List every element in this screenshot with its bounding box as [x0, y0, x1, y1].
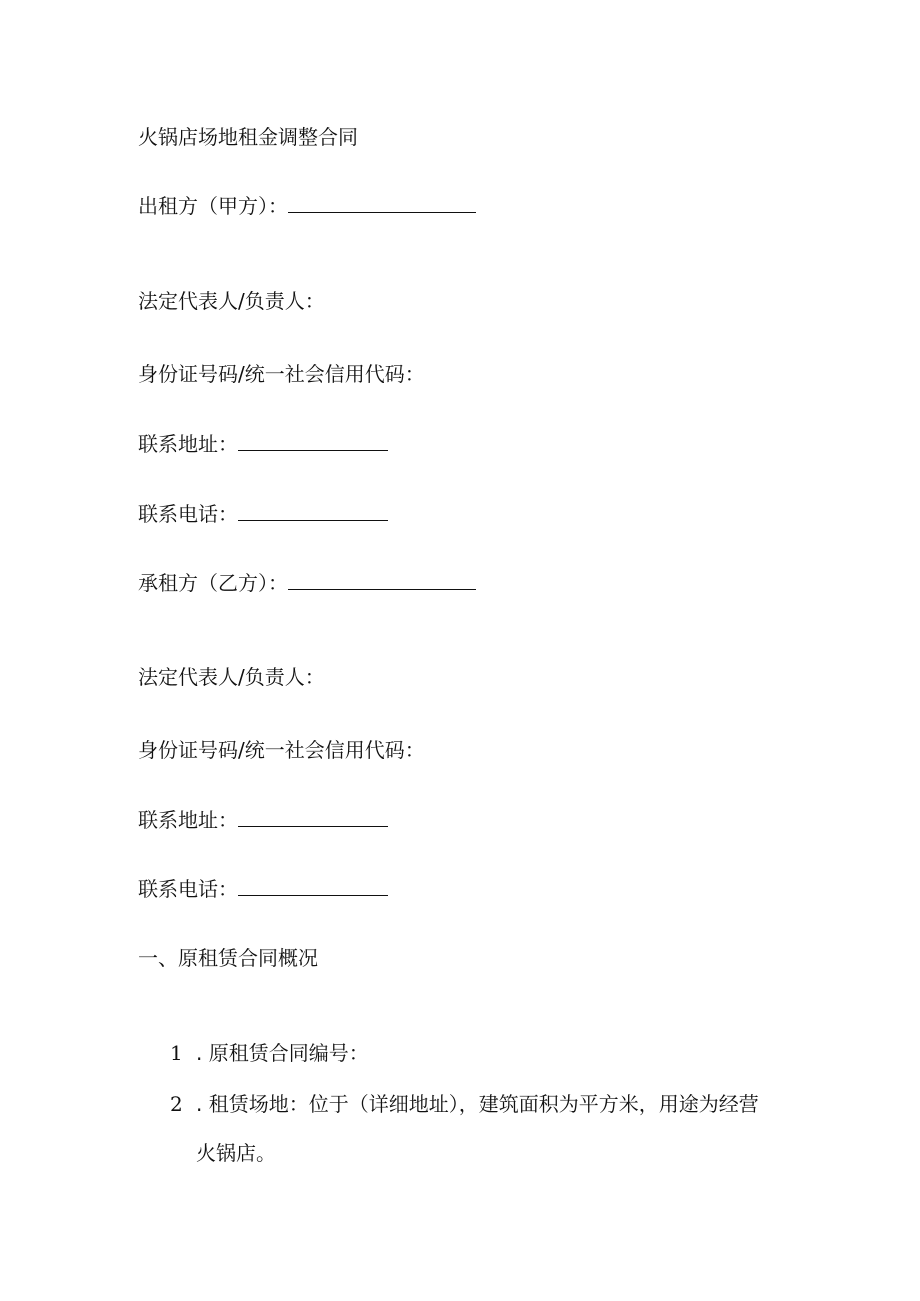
party-a-address-label: 联系地址：: [138, 432, 238, 456]
document-title: 火锅店场地租金调整合同: [138, 125, 358, 149]
list-item-text-continued: 火锅店。: [196, 1141, 276, 1165]
party-b-phone-field: [138, 875, 388, 903]
party-a-address-blank[interactable]: [238, 430, 388, 451]
party-a-phone-blank[interactable]: [238, 500, 388, 521]
party-b-name-field: [138, 569, 476, 597]
party-b-name-blank[interactable]: [288, 569, 476, 590]
party-a-id-field: 身份证号码/统一社会信用代码：: [138, 362, 425, 386]
party-b-address-blank[interactable]: [238, 806, 388, 827]
party-b-phone-blank[interactable]: [238, 875, 388, 896]
party-a-representative-field: 法定代表人/负责人：: [138, 289, 325, 313]
list-item-number: 1: [170, 1041, 183, 1065]
party-b-representative-field: 法定代表人/负责人：: [138, 665, 325, 689]
party-b-id-field: 身份证号码/统一社会信用代码：: [138, 738, 425, 762]
party-a-label: 出租方（甲方）：: [138, 194, 288, 218]
party-b-label: 承租方（乙方）：: [138, 571, 288, 595]
party-a-name-field: [138, 192, 476, 220]
list-item-text: . 原租赁合同编号：: [196, 1041, 369, 1065]
party-a-name-blank[interactable]: [288, 192, 476, 213]
party-a-phone-label: 联系电话：: [138, 502, 238, 526]
list-item-number: 2: [170, 1092, 183, 1116]
party-b-address-label: 联系地址：: [138, 808, 238, 832]
section-heading: 一、原租赁合同概况: [138, 946, 318, 970]
party-b-phone-label: 联系电话：: [138, 877, 238, 901]
party-a-address-field: [138, 430, 388, 458]
list-item-text: . 租赁场地：位于（详细地址），建筑面积为平方米，用途为经营: [196, 1092, 759, 1116]
party-a-phone-field: [138, 500, 388, 528]
party-b-address-field: [138, 806, 388, 834]
